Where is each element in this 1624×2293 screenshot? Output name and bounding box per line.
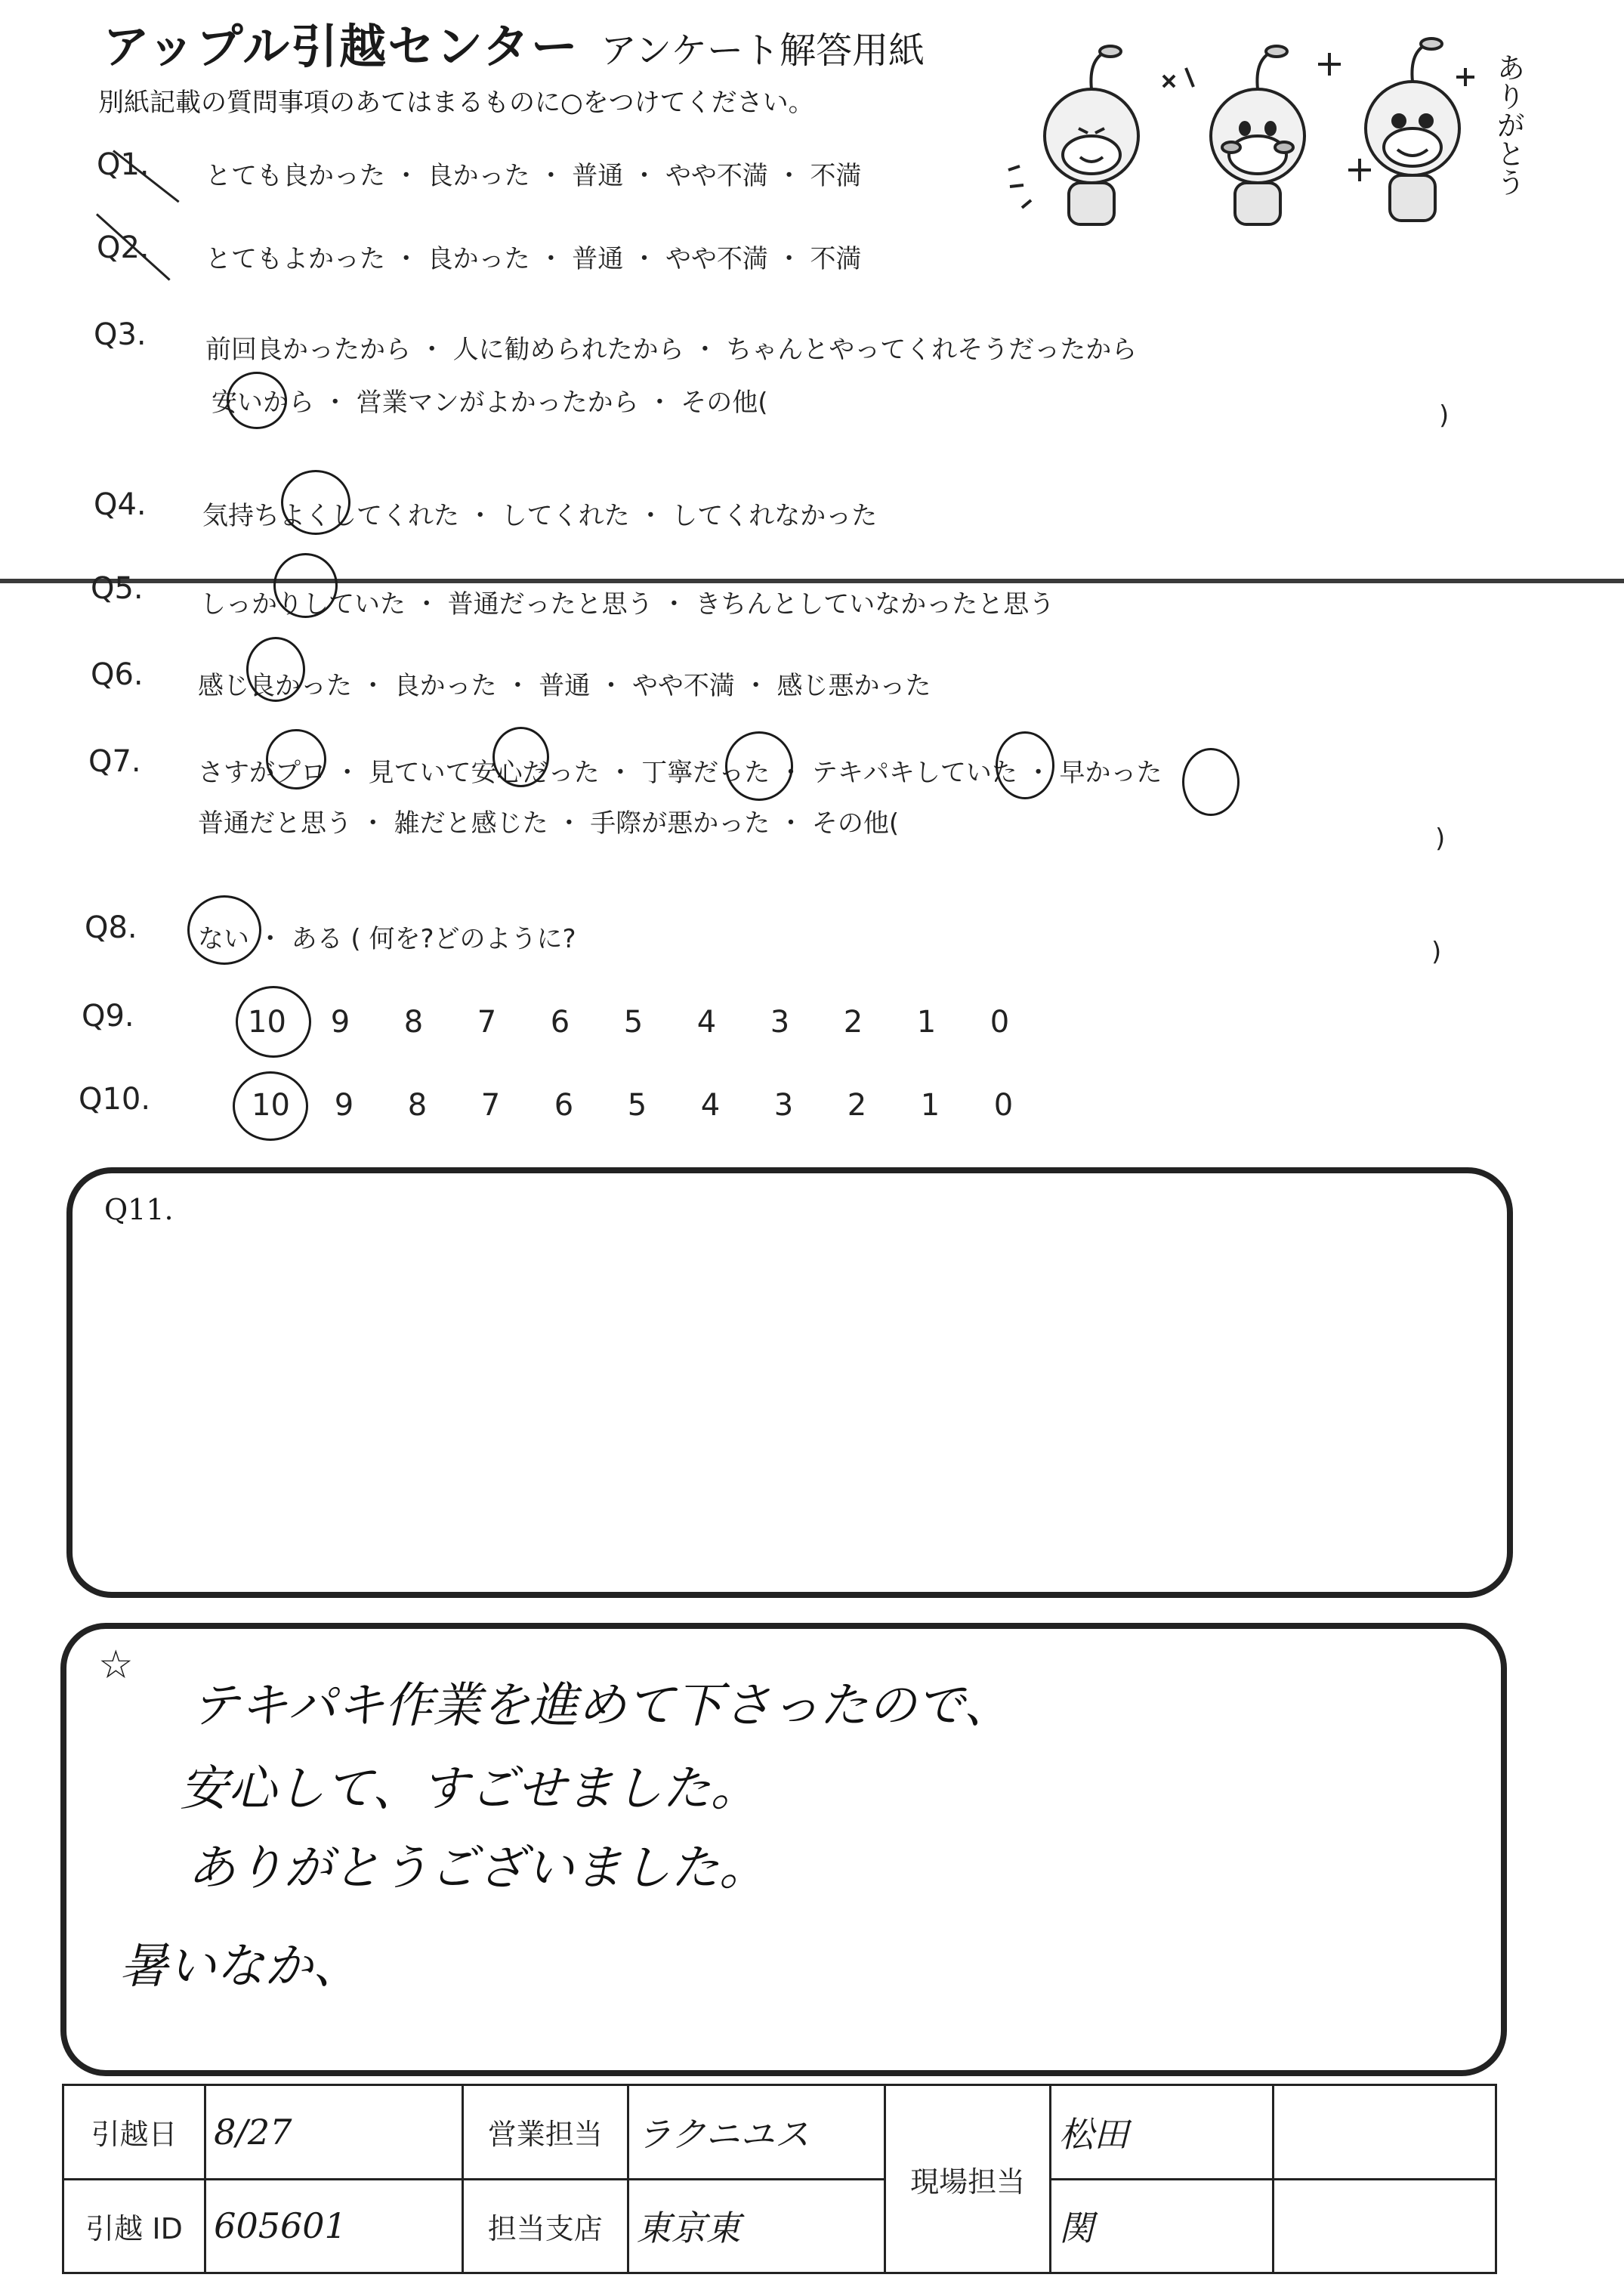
rating-option: 10 — [248, 1005, 286, 1040]
answer-circle — [725, 731, 793, 801]
answer-circle — [1182, 748, 1240, 816]
answer-circle — [492, 727, 549, 787]
rating-option: 1 — [920, 1088, 940, 1123]
move-id-value: 605601 — [205, 2179, 463, 2273]
thanks-text: ありがとう — [1492, 53, 1525, 196]
rating-option: 0 — [990, 1005, 1010, 1040]
question-number: Q4. — [94, 487, 147, 522]
rating-option: 8 — [403, 1005, 424, 1040]
rating-option: 7 — [480, 1088, 501, 1123]
rating-option: 5 — [627, 1088, 647, 1123]
handwritten-comment-line: テキパキ作業を進めて下さったので、 — [191, 1678, 1012, 1734]
question-options: 感じ良かった ・ 良かった ・ 普通 ・ やや不満 ・ 感じ悪かった — [198, 671, 931, 701]
question-options: しっかりしていた ・ 普通だったと思う ・ きちんとしていなかったと思う — [200, 589, 1055, 620]
answer-circle — [996, 731, 1054, 799]
rating-option: 2 — [843, 1005, 863, 1040]
sales-rep-value: ラクニユス — [628, 2085, 885, 2180]
rating-option: 4 — [696, 1005, 717, 1040]
instructions: 別紙記載の質問事項のあてはまるものに○をつけてください。 — [98, 88, 814, 118]
form-title: アンケート解答用紙 — [601, 29, 925, 72]
answer-circle — [281, 470, 350, 535]
question-number: Q10. — [79, 1082, 151, 1117]
rating-option: 8 — [407, 1088, 428, 1123]
rating-option: 6 — [554, 1088, 574, 1123]
empty-cell — [1273, 2179, 1496, 2273]
sales-rep-label: 営業担当 — [462, 2085, 628, 2180]
question-number: Q8. — [85, 910, 137, 945]
rating-option: 6 — [550, 1005, 570, 1040]
rating-option: 9 — [330, 1005, 350, 1040]
question-number: Q5. — [91, 571, 144, 606]
branch-value: 東京東 — [628, 2179, 885, 2273]
answer-circle — [233, 1071, 308, 1141]
rating-option: 9 — [334, 1088, 354, 1123]
q11-label: Q11. — [104, 1193, 174, 1226]
monkey-mascot-icon — [1005, 23, 1533, 242]
question-options: とても良かった ・ 良かった ・ 普通 ・ やや不満 ・ 不満 — [205, 161, 862, 191]
site-staff-label: 現場担当 — [885, 2085, 1051, 2273]
handwritten-comment-line: 安心して、すごせました。 — [180, 1761, 759, 1817]
rating-option: 0 — [993, 1088, 1014, 1123]
site-staff-value-2: 関 — [1051, 2179, 1274, 2273]
answer-circle — [246, 637, 305, 702]
question-options: ない ・ ある ( 何を?どのように? — [198, 924, 576, 954]
answer-circle — [236, 986, 311, 1058]
question-options: とてもよかった ・ 良かった ・ 普通 ・ やや不満 ・ 不満 — [205, 244, 862, 274]
empty-cell — [1273, 2085, 1496, 2180]
move-date-value: 8/27 — [205, 2085, 463, 2180]
company-name: アップル引越センター — [103, 19, 579, 74]
question-number: Q3. — [94, 317, 147, 352]
question-options: 前回良かったから ・ 人に勧められたから ・ ちゃんとやってくれそうだったから — [205, 335, 1138, 365]
rating-option: 1 — [916, 1005, 937, 1040]
branch-label: 担当支店 — [462, 2179, 628, 2273]
q11-answer-box — [66, 1167, 1513, 1598]
rating-scale — [234, 1088, 1040, 1123]
rating-option: 2 — [847, 1088, 867, 1123]
question-number: Q9. — [82, 999, 134, 1034]
question-options: さすがプロ ・ 見ていて安心だった ・ 丁寧だった ・ テキパキしていた ・ 早かった — [198, 758, 1162, 788]
move-info-table — [62, 2084, 1497, 2274]
rating-option: 10 — [252, 1088, 290, 1123]
mascot-illustration — [1005, 23, 1533, 242]
handwritten-comment-line: ありがとうございました。 — [187, 1840, 767, 1896]
question-number: Q1. — [97, 147, 150, 182]
move-date-label: 引越日 — [63, 2085, 205, 2180]
question-options-2: 安いから ・ 営業マンがよかったから ・ その他( — [211, 388, 768, 418]
rating-scale — [230, 1005, 1036, 1040]
rating-option: 7 — [477, 1005, 497, 1040]
question-number: Q2. — [97, 230, 150, 265]
question-options: 気持ちよくしてくれた ・ してくれた ・ してくれなかった — [202, 501, 878, 531]
star-icon: ☆ — [98, 1642, 134, 1688]
site-staff-value-1: 松田 — [1051, 2085, 1274, 2180]
question-number: Q6. — [91, 657, 144, 692]
answer-circle — [227, 372, 287, 429]
rating-option: 3 — [773, 1088, 794, 1123]
answer-circle — [266, 729, 326, 790]
comment-box — [60, 1623, 1507, 2076]
answer-circle — [273, 553, 338, 618]
rating-option: 3 — [770, 1005, 790, 1040]
rating-option: 5 — [623, 1005, 644, 1040]
move-id-label: 引越 ID — [63, 2179, 205, 2273]
answer-circle — [187, 895, 261, 965]
question-number: Q7. — [88, 744, 141, 779]
rating-option: 4 — [700, 1088, 721, 1123]
handwritten-comment-line: 暑いなか、 — [119, 1939, 361, 1995]
question-options-2: 普通だと思う ・ 雑だと感じた ・ 手際が悪かった ・ その他( — [198, 808, 900, 839]
close-paren: ) — [1435, 824, 1446, 854]
close-paren: ) — [1439, 400, 1450, 431]
close-paren: ) — [1431, 937, 1442, 967]
